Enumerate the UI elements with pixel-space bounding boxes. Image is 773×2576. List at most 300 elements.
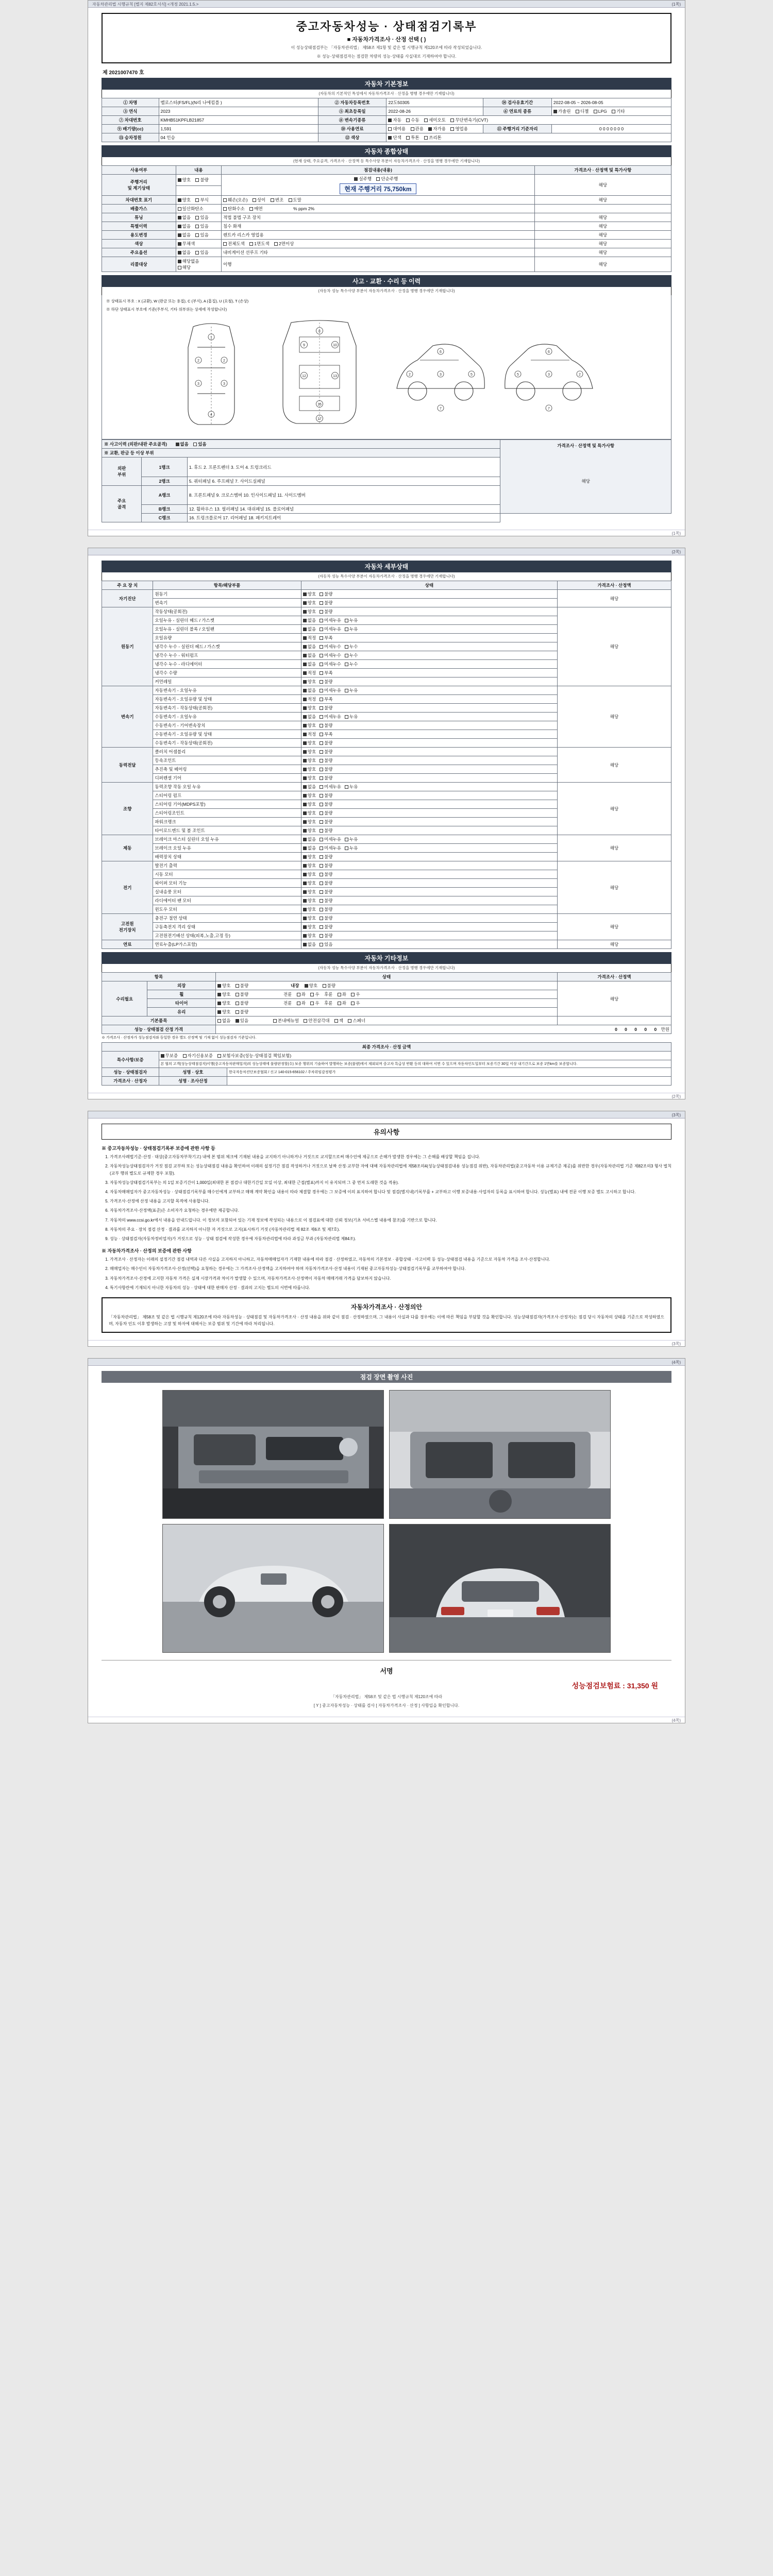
other-note-repair: 해당 bbox=[557, 981, 671, 1016]
label-displacement: ⑨ 배기량(cc) bbox=[102, 125, 159, 133]
declaration-body: 「자동차관리법」 제58조 및 같은 법 시행규칙 제120조에 따라 자동차성능 · 상태점검 및 자동차가격조사 · 산정 내용을 위와 같이 점검 · 산정하였으며, 그 내용이 사실과 다를 경우에는 이에 따른 책임을 부담할 것을 확인합니다. 성능상태점검자(가격조사·산정자)는 점검 당시 자동차의 상태를 기준으로 작성하였으며, 자동차 인도 이후 발생하는 고장 및 하자에 대해서는 보증 범위 및 기간에 따라 처리됩니다. bbox=[109, 1314, 664, 1327]
color-opt-three-label: 쓰리톤 bbox=[429, 135, 442, 140]
label-usage: ⑩ 사용연료 bbox=[318, 125, 386, 133]
detail-option-미세누유[interactable] bbox=[320, 784, 341, 790]
row-opts-paint bbox=[176, 240, 221, 248]
opt-wheel-front[interactable] bbox=[283, 991, 292, 997]
opt-basic-none[interactable] bbox=[217, 1018, 230, 1024]
detail-option-누유[interactable] bbox=[345, 687, 358, 693]
opt-glass-good[interactable] bbox=[217, 1009, 230, 1015]
detail-option-label: 불량 bbox=[324, 854, 333, 860]
opt-accident-yes[interactable] bbox=[193, 441, 206, 447]
detail-option-label: 누유 bbox=[349, 626, 358, 632]
detail-option-불량[interactable] bbox=[320, 854, 332, 860]
detail-option-미세누유[interactable] bbox=[320, 617, 341, 623]
accident-history-label bbox=[102, 440, 500, 449]
color-opt-two-label: 투톤 bbox=[411, 135, 419, 140]
opt-basic-yes[interactable] bbox=[236, 1018, 248, 1024]
detail-group-label: 고전원 전기장치 bbox=[102, 914, 153, 940]
detail-option-불량[interactable] bbox=[320, 906, 332, 912]
other-sub-exterior: 외장 bbox=[147, 981, 216, 990]
opt-mileage-actual[interactable] bbox=[354, 176, 372, 182]
detail-item-options bbox=[301, 677, 557, 686]
use-opt-gov-label: 관용 bbox=[415, 126, 424, 131]
detail-option-label: 양호 bbox=[307, 600, 316, 606]
detail-option-양호[interactable] bbox=[303, 915, 316, 921]
docno-prefix: 제 bbox=[103, 70, 108, 76]
detail-option-불량[interactable] bbox=[320, 749, 332, 755]
detail-option-누유[interactable] bbox=[345, 784, 358, 790]
opt-item-jack[interactable] bbox=[334, 1018, 343, 1024]
detail-option-label: 양호 bbox=[307, 907, 316, 912]
detail-option-미세누수[interactable] bbox=[320, 652, 341, 658]
detail-option-label: 불량 bbox=[324, 819, 333, 825]
detail-option-label: 불량 bbox=[324, 872, 333, 877]
detail-option-양호[interactable] bbox=[303, 608, 316, 615]
label-year: ③ 연식 bbox=[102, 107, 159, 116]
use-opt-rental-label: 대여용 bbox=[393, 126, 406, 131]
opt-wheel-rear[interactable] bbox=[324, 991, 332, 997]
detail-option-불량[interactable] bbox=[320, 915, 332, 921]
fuel-opt-etc[interactable] bbox=[612, 108, 625, 114]
opt-guarantee-insurance[interactable] bbox=[217, 1053, 291, 1059]
color-opt-single[interactable] bbox=[388, 134, 401, 141]
trans-opt-manual[interactable] bbox=[406, 117, 419, 123]
detail-option-label: 양호 bbox=[307, 924, 316, 930]
opt-tire-rr[interactable] bbox=[351, 1000, 360, 1006]
detail-item-options bbox=[301, 800, 557, 809]
detail-option-없음[interactable] bbox=[303, 617, 316, 623]
opt-paint-full[interactable] bbox=[223, 241, 245, 247]
other-label-repair: 수리필요 bbox=[102, 981, 147, 1016]
detail-option-양호[interactable] bbox=[303, 880, 316, 886]
detail-option-불량[interactable] bbox=[320, 880, 332, 886]
detail-option-label: 양호 bbox=[307, 872, 316, 877]
opt-wheel-fr[interactable] bbox=[310, 991, 319, 997]
opt-tuning-yes[interactable] bbox=[195, 214, 208, 221]
opt-paint-two[interactable] bbox=[274, 241, 294, 247]
opt-glass-bad[interactable] bbox=[236, 1009, 248, 1015]
detail-option-미세누유[interactable] bbox=[320, 626, 341, 632]
detail-option-누유[interactable] bbox=[345, 714, 358, 720]
detail-item-options bbox=[301, 748, 557, 756]
opt-vin-good[interactable] bbox=[178, 197, 191, 203]
opt-item-manual[interactable] bbox=[273, 1018, 299, 1024]
detail-option-불량[interactable] bbox=[320, 705, 332, 711]
detail-option-불량[interactable] bbox=[320, 889, 332, 895]
undercarriage-photo bbox=[162, 1524, 384, 1653]
detail-item-label: 구동축전지 격리 상태 bbox=[153, 923, 301, 931]
opt-mileage-bad[interactable] bbox=[195, 177, 208, 183]
row-note-paint: 해당 bbox=[534, 240, 671, 248]
opt-wheel-rr-label: 우 bbox=[356, 992, 360, 997]
detail-option-양호[interactable] bbox=[303, 679, 316, 685]
detail-option-미세누유[interactable] bbox=[320, 845, 341, 851]
detail-option-불량[interactable] bbox=[320, 933, 332, 939]
detail-option-label: 부족 bbox=[324, 732, 333, 737]
label-odometer-digits: ⑪ 주행거리 기준자리 bbox=[483, 125, 552, 133]
table-row bbox=[102, 1060, 671, 1068]
detail-item-label: 연료누출(LP가스포함) bbox=[153, 940, 301, 949]
opt-wheel-rl[interactable] bbox=[338, 991, 346, 997]
opt-wheel-fl-label: 좌 bbox=[301, 992, 306, 997]
use-opt-business[interactable] bbox=[450, 126, 468, 132]
detail-option-불량[interactable] bbox=[320, 757, 332, 764]
detail-item-options bbox=[301, 713, 557, 721]
detail-option-양호[interactable] bbox=[303, 906, 316, 912]
detail-option-불량[interactable] bbox=[320, 608, 332, 615]
form-code: 자동차관리법 시행규칙 [별지 제82호서식] <개정 2021.1.5.> bbox=[92, 2, 199, 7]
svg-text:5: 5 bbox=[517, 373, 519, 377]
detail-option-label: 불량 bbox=[324, 933, 333, 939]
notice-item: 2. 매매업자는 매수인이 자동차가격조사·산정(선택)을 요청하는 경우에는 그 가격조사·산정액을 고지하여야 하며 자동차가격조사·산정 내용이 기재된 중고자동차성능·상태점검기록부를 교부하여야 합니다. bbox=[110, 1265, 671, 1272]
opt-item-triangle-label: 안전삼각대 bbox=[308, 1018, 330, 1024]
detail-option-불량[interactable] bbox=[320, 740, 332, 746]
detail-item-label: 냉각수 수량 bbox=[153, 669, 301, 677]
detail-option-label: 없음 bbox=[307, 653, 316, 658]
detail-option-부족[interactable] bbox=[320, 696, 332, 702]
opt-tire-fr[interactable] bbox=[310, 1000, 319, 1006]
inspector-contact: 한국자동차진단보증협회 / 신고 140-015-656102 / 주차위임감정평가 bbox=[227, 1068, 671, 1077]
detail-option-미세누수[interactable] bbox=[320, 661, 341, 667]
opt-tuning-yes-label: 있음 bbox=[200, 215, 209, 220]
detail-option-label: 양호 bbox=[307, 802, 316, 807]
detail-option-양호[interactable] bbox=[303, 705, 316, 711]
detail-option-불량[interactable] bbox=[320, 897, 332, 904]
opt-item-manual-label: 본내메뉴얼 bbox=[277, 1018, 299, 1024]
detail-option-없음[interactable] bbox=[303, 836, 316, 842]
detail-option-label: 양호 bbox=[307, 916, 316, 921]
notice-item: 8. 자동차의 주요 · 장치 점검 산정 · 결과를 교지하지 아니한 자 거짓으로 고지(표시하기 거짓 (자동차관리법 제 82조 제6조 및 제7호). bbox=[110, 1226, 671, 1233]
detail-option-누수[interactable] bbox=[345, 643, 358, 650]
detail-option-미세누유[interactable] bbox=[320, 687, 341, 693]
detail-option-누수[interactable] bbox=[345, 661, 358, 667]
detail-option-없음[interactable] bbox=[303, 661, 316, 667]
row-detail-vin-mark bbox=[222, 196, 535, 205]
detail-option-양호[interactable] bbox=[303, 591, 316, 597]
opt-emis-smoke[interactable] bbox=[249, 206, 262, 212]
table-row bbox=[102, 861, 671, 870]
section-accident-bar: 사고 · 교환 · 수리 등 이력 bbox=[102, 275, 671, 287]
diagram-legend-1: ※ 상태표시 부호 : X (교환), W (판금 또는 용접), C (부식), A (흠집), U (요철), T (손상) bbox=[106, 299, 249, 303]
detail-item-label: 냉각수 누수 - 워터펌프 bbox=[153, 651, 301, 660]
detail-item-options bbox=[301, 730, 557, 739]
detail-option-불량[interactable] bbox=[320, 862, 332, 869]
svg-text:9: 9 bbox=[303, 344, 305, 348]
opt-guarantee-self[interactable] bbox=[183, 1053, 213, 1059]
detail-option-label: 불량 bbox=[324, 907, 333, 912]
opt-history-none[interactable] bbox=[178, 223, 191, 229]
opt-guarantee-insurance-label: 보험사보증(성능·상태점검 책임보험) bbox=[222, 1053, 292, 1059]
opt-paint-none[interactable] bbox=[178, 241, 195, 247]
opt-vin-erased[interactable] bbox=[289, 197, 301, 203]
opt-vin-diff[interactable] bbox=[253, 197, 265, 203]
opt-usechange-none-label: 없음 bbox=[182, 232, 191, 238]
detail-option-부족[interactable] bbox=[320, 670, 332, 676]
inspector-label: 성능 · 상태점검자 bbox=[102, 1068, 159, 1077]
other-sub-glass: 유리 bbox=[147, 1008, 216, 1016]
other-info-table bbox=[102, 972, 671, 1034]
opt-recall-na[interactable] bbox=[178, 258, 199, 264]
opt-wheel-rr[interactable] bbox=[351, 991, 360, 997]
detail-option-양호[interactable] bbox=[303, 775, 316, 781]
opt-tire-rl[interactable] bbox=[338, 1000, 346, 1006]
color-opt-three[interactable] bbox=[424, 134, 442, 141]
detail-option-부족[interactable] bbox=[320, 731, 332, 737]
detail-option-없음[interactable] bbox=[303, 845, 316, 851]
opt-paint-two-label: 2면이상 bbox=[279, 241, 294, 246]
opt-wheel-good[interactable] bbox=[217, 991, 230, 997]
detail-option-적정[interactable] bbox=[303, 635, 316, 641]
label-color: ⑫ 색상 bbox=[318, 133, 386, 142]
detail-option-적정[interactable] bbox=[303, 696, 316, 702]
detail-head-3: 가격조사 · 산정액 bbox=[557, 581, 671, 590]
detail-option-없음[interactable] bbox=[303, 626, 316, 632]
detail-option-label: 불량 bbox=[324, 880, 333, 886]
detail-group-note: 해당 bbox=[557, 835, 671, 861]
row-opts-mileage-2 bbox=[176, 185, 221, 195]
price-note: ※ 가격조사 · 산정자가 성능점검자와 동일한 경우 별도 산정액 및 기재 없이 성능점검자 기준입니다. bbox=[102, 1036, 257, 1040]
detail-group-label: 자기진단 bbox=[102, 590, 153, 607]
detail-option-양호[interactable] bbox=[303, 933, 316, 939]
appraiser-label: 가격조사 · 산정자 bbox=[102, 1077, 159, 1086]
other-note-basic-items bbox=[557, 1016, 671, 1025]
opt-vin-corrosion[interactable] bbox=[195, 197, 208, 203]
detail-item-label: 수동변속기 - 오일누유 bbox=[153, 713, 301, 721]
opt-ext-good[interactable] bbox=[217, 982, 230, 989]
detail-option-양호[interactable] bbox=[303, 722, 316, 728]
value-usage bbox=[386, 125, 483, 133]
opt-int-bad[interactable] bbox=[323, 982, 335, 989]
table-row bbox=[102, 1068, 671, 1077]
use-opt-private[interactable] bbox=[428, 126, 446, 132]
opt-item-spanner[interactable] bbox=[348, 1018, 365, 1024]
rank-label-b: B랭크 bbox=[142, 505, 187, 514]
detail-option-양호[interactable] bbox=[303, 792, 316, 799]
detail-option-양호[interactable] bbox=[303, 600, 316, 606]
opt-tire-good[interactable] bbox=[217, 1000, 230, 1006]
detail-option-불량[interactable] bbox=[320, 801, 332, 807]
trans-opt-semi[interactable] bbox=[424, 117, 446, 123]
detail-option-불량[interactable] bbox=[320, 924, 332, 930]
detail-option-양호[interactable] bbox=[303, 862, 316, 869]
opt-history-yes[interactable] bbox=[195, 223, 208, 229]
appraiser-name-label: 성명 · 조사산정 bbox=[159, 1077, 227, 1086]
detail-item-label: 스티어링 기어(MDPS포함) bbox=[153, 800, 301, 809]
detail-option-양호[interactable] bbox=[303, 801, 316, 807]
table-row bbox=[102, 748, 671, 756]
detail-option-미세누유[interactable] bbox=[320, 714, 341, 720]
table-row bbox=[102, 248, 671, 257]
detail-group-note: 해당 bbox=[557, 861, 671, 914]
detail-option-불량[interactable] bbox=[320, 810, 332, 816]
detail-option-label: 불량 bbox=[324, 758, 333, 764]
value-vin: KMHB51KPFLB21857 bbox=[159, 116, 318, 125]
detail-option-없음[interactable] bbox=[303, 784, 316, 790]
opt-tire-fl[interactable] bbox=[297, 1000, 306, 1006]
detail-option-불량[interactable] bbox=[320, 775, 332, 781]
detail-item-options bbox=[301, 686, 557, 695]
other-value-wheel bbox=[215, 990, 557, 999]
opt-paint-one[interactable] bbox=[249, 241, 269, 247]
detail-option-label: 양호 bbox=[307, 609, 316, 615]
detail-option-없음[interactable] bbox=[303, 714, 316, 720]
opt-vin-altered[interactable] bbox=[271, 197, 283, 203]
row-opts-options bbox=[176, 248, 221, 257]
row-note-emissions bbox=[534, 205, 671, 213]
detail-option-불량[interactable] bbox=[320, 819, 332, 825]
label-regdate: ⑤ 최초등록일 bbox=[318, 107, 386, 116]
svg-text:2: 2 bbox=[579, 373, 581, 377]
trans-opt-cvt[interactable] bbox=[450, 117, 488, 123]
overall-head-1: 내용 bbox=[176, 166, 221, 175]
detail-option-불량[interactable] bbox=[320, 722, 332, 728]
svg-text:7: 7 bbox=[548, 407, 550, 411]
opt-tuning-none[interactable] bbox=[178, 214, 191, 221]
detail-option-적정[interactable] bbox=[303, 670, 316, 676]
detail-option-미세누유[interactable] bbox=[320, 836, 341, 842]
detail-option-없음[interactable] bbox=[303, 652, 316, 658]
detail-option-없음[interactable] bbox=[303, 643, 316, 650]
seats-unit: 인승 bbox=[166, 135, 175, 140]
detail-option-불량[interactable] bbox=[320, 871, 332, 877]
detail-option-누유[interactable] bbox=[345, 836, 358, 842]
table-row bbox=[102, 1016, 671, 1025]
row-note-mileage: 해당 bbox=[534, 175, 671, 196]
detail-option-label: 양호 bbox=[307, 758, 316, 764]
detail-option-label: 누유 bbox=[349, 714, 358, 720]
opt-wheel-rl-label: 좌 bbox=[342, 992, 347, 997]
opt-usechange-none[interactable] bbox=[178, 232, 191, 238]
table-row bbox=[102, 213, 671, 222]
opt-options-none[interactable] bbox=[178, 249, 191, 256]
opt-recall-yes[interactable] bbox=[178, 264, 191, 270]
page-2-footer: (2쪽) bbox=[88, 1093, 685, 1099]
opt-wheel-bad[interactable] bbox=[236, 991, 248, 997]
opt-tire-bad[interactable] bbox=[236, 1000, 248, 1006]
use-opt-gov[interactable] bbox=[411, 126, 424, 132]
opt-tire-front[interactable] bbox=[283, 1000, 292, 1006]
use-opt-rental[interactable] bbox=[388, 126, 406, 132]
detail-group-label: 전기 bbox=[102, 861, 153, 914]
signature-label: 서명 bbox=[102, 1660, 671, 1677]
detail-option-있음[interactable] bbox=[320, 941, 332, 947]
detail-option-누유[interactable] bbox=[345, 845, 358, 851]
detail-option-양호[interactable] bbox=[303, 757, 316, 764]
value-displacement: 1,591 bbox=[159, 125, 318, 133]
label-plate: ② 자동차등록번호 bbox=[318, 98, 386, 107]
detail-option-양호[interactable] bbox=[303, 749, 316, 755]
detail-option-미세누수[interactable] bbox=[320, 643, 341, 650]
fuel-opt-diesel-label: 디젤 bbox=[580, 109, 589, 114]
detail-option-양호[interactable] bbox=[303, 740, 316, 746]
detail-option-불량[interactable] bbox=[320, 792, 332, 799]
other-head-2: 가격조사 · 산정액 bbox=[557, 973, 671, 981]
opt-usechange-yes[interactable] bbox=[195, 232, 208, 238]
detail-option-양호[interactable] bbox=[303, 766, 316, 772]
color-opt-two[interactable] bbox=[406, 134, 419, 141]
table-row bbox=[102, 1025, 671, 1034]
detail-item-options bbox=[301, 642, 557, 651]
table-row bbox=[102, 914, 671, 923]
trans-opt-auto[interactable] bbox=[388, 117, 401, 123]
section-overall-note: (현재 상태, 주요골격, 가격조사 · 산정액 등 특수사양 부분이 자동차가격조사 · 산정을 병행 경우에만 기재합니다) bbox=[102, 157, 671, 165]
opt-vin-damage[interactable] bbox=[223, 197, 248, 203]
detail-option-양호[interactable] bbox=[303, 854, 316, 860]
opt-options-yes-label: 있음 bbox=[200, 250, 209, 255]
detail-option-label: 적정 bbox=[307, 670, 316, 676]
opt-wheel-fl[interactable] bbox=[297, 991, 306, 997]
detail-option-누유[interactable] bbox=[345, 626, 358, 632]
page-subtitle: ■ 자동차가격조사 · 산정 선택 ( ) bbox=[347, 37, 426, 43]
guarantee-table bbox=[102, 1042, 671, 1086]
fuel-opt-lpg[interactable] bbox=[594, 109, 607, 114]
notice-item: 4. 특기사항란에 기재되지 아니한 자동차의 성능 · 상태에 대한 판매자 산정 · 결과의 고지는 별도의 서면에 따릅니다. bbox=[110, 1284, 671, 1291]
detail-option-없음[interactable] bbox=[303, 941, 316, 947]
emissions-values: % ppm 2% bbox=[293, 206, 315, 211]
opt-ext-bad[interactable] bbox=[236, 982, 248, 989]
opt-item-triangle[interactable] bbox=[304, 1018, 329, 1024]
opt-mileage-good[interactable] bbox=[178, 177, 191, 183]
detail-item-label: 클러치 어셈블리 bbox=[153, 748, 301, 756]
section-basic-info-bar: 자동차 기본정보 bbox=[102, 78, 671, 90]
detail-item-label: 수동변속기 - 기어변속장치 bbox=[153, 721, 301, 730]
opt-options-yes[interactable] bbox=[195, 249, 208, 256]
other-label-basic-items: 기본품목 bbox=[102, 1016, 216, 1025]
fuel-opt-gasoline[interactable] bbox=[553, 108, 571, 114]
detail-option-양호[interactable] bbox=[303, 897, 316, 904]
opt-accident-none[interactable] bbox=[176, 441, 189, 447]
detail-option-없음[interactable] bbox=[303, 687, 316, 693]
detail-head-0: 주 요 장 치 bbox=[102, 581, 153, 590]
section-accident-note: (자동차 성능 특수사양 부분이 자동차가격조사 · 산정을 병행 경우에만 기재합니다) bbox=[102, 287, 671, 295]
opt-emis-co[interactable] bbox=[178, 206, 204, 212]
detail-option-양호[interactable] bbox=[303, 889, 316, 895]
page-1 bbox=[88, 0, 685, 536]
detail-option-label: 없음 bbox=[307, 618, 316, 623]
opt-guarantee-none[interactable] bbox=[161, 1053, 178, 1059]
detail-option-불량[interactable] bbox=[320, 679, 332, 685]
fuel-opt-diesel[interactable] bbox=[576, 108, 589, 114]
detail-option-불량[interactable] bbox=[320, 827, 332, 834]
opt-vin-damage-label: 훼손(오손) bbox=[228, 197, 248, 202]
detail-option-누유[interactable] bbox=[345, 617, 358, 623]
page-1-footer: (1쪽) bbox=[88, 530, 685, 536]
detail-option-양호[interactable] bbox=[303, 819, 316, 825]
opt-int-good[interactable] bbox=[305, 982, 317, 989]
opt-tire-rear[interactable] bbox=[324, 1000, 332, 1006]
detail-option-양호[interactable] bbox=[303, 827, 316, 834]
detail-option-양호[interactable] bbox=[303, 924, 316, 930]
detail-option-label: 부족 bbox=[324, 697, 333, 702]
opt-emis-hc-label: 탄화수소 bbox=[228, 206, 245, 211]
detail-option-불량[interactable] bbox=[320, 600, 332, 606]
detail-option-누수[interactable] bbox=[345, 652, 358, 658]
detail-option-불량[interactable] bbox=[320, 591, 332, 597]
row-detail-emissions bbox=[222, 205, 535, 213]
detail-option-양호[interactable] bbox=[303, 871, 316, 877]
detail-item-label: 스티어링 펌프 bbox=[153, 791, 301, 800]
accident-right-header bbox=[500, 440, 671, 514]
detail-option-불량[interactable] bbox=[320, 766, 332, 772]
detail-option-양호[interactable] bbox=[303, 810, 316, 816]
opt-emis-hc[interactable] bbox=[223, 206, 245, 212]
detail-option-부족[interactable] bbox=[320, 635, 332, 641]
opt-mileage-simple[interactable] bbox=[376, 176, 398, 182]
row-label-emissions: 배출가스 bbox=[102, 205, 176, 213]
other-sub-interior: 내장 bbox=[290, 983, 299, 989]
detail-option-적정[interactable] bbox=[303, 731, 316, 737]
